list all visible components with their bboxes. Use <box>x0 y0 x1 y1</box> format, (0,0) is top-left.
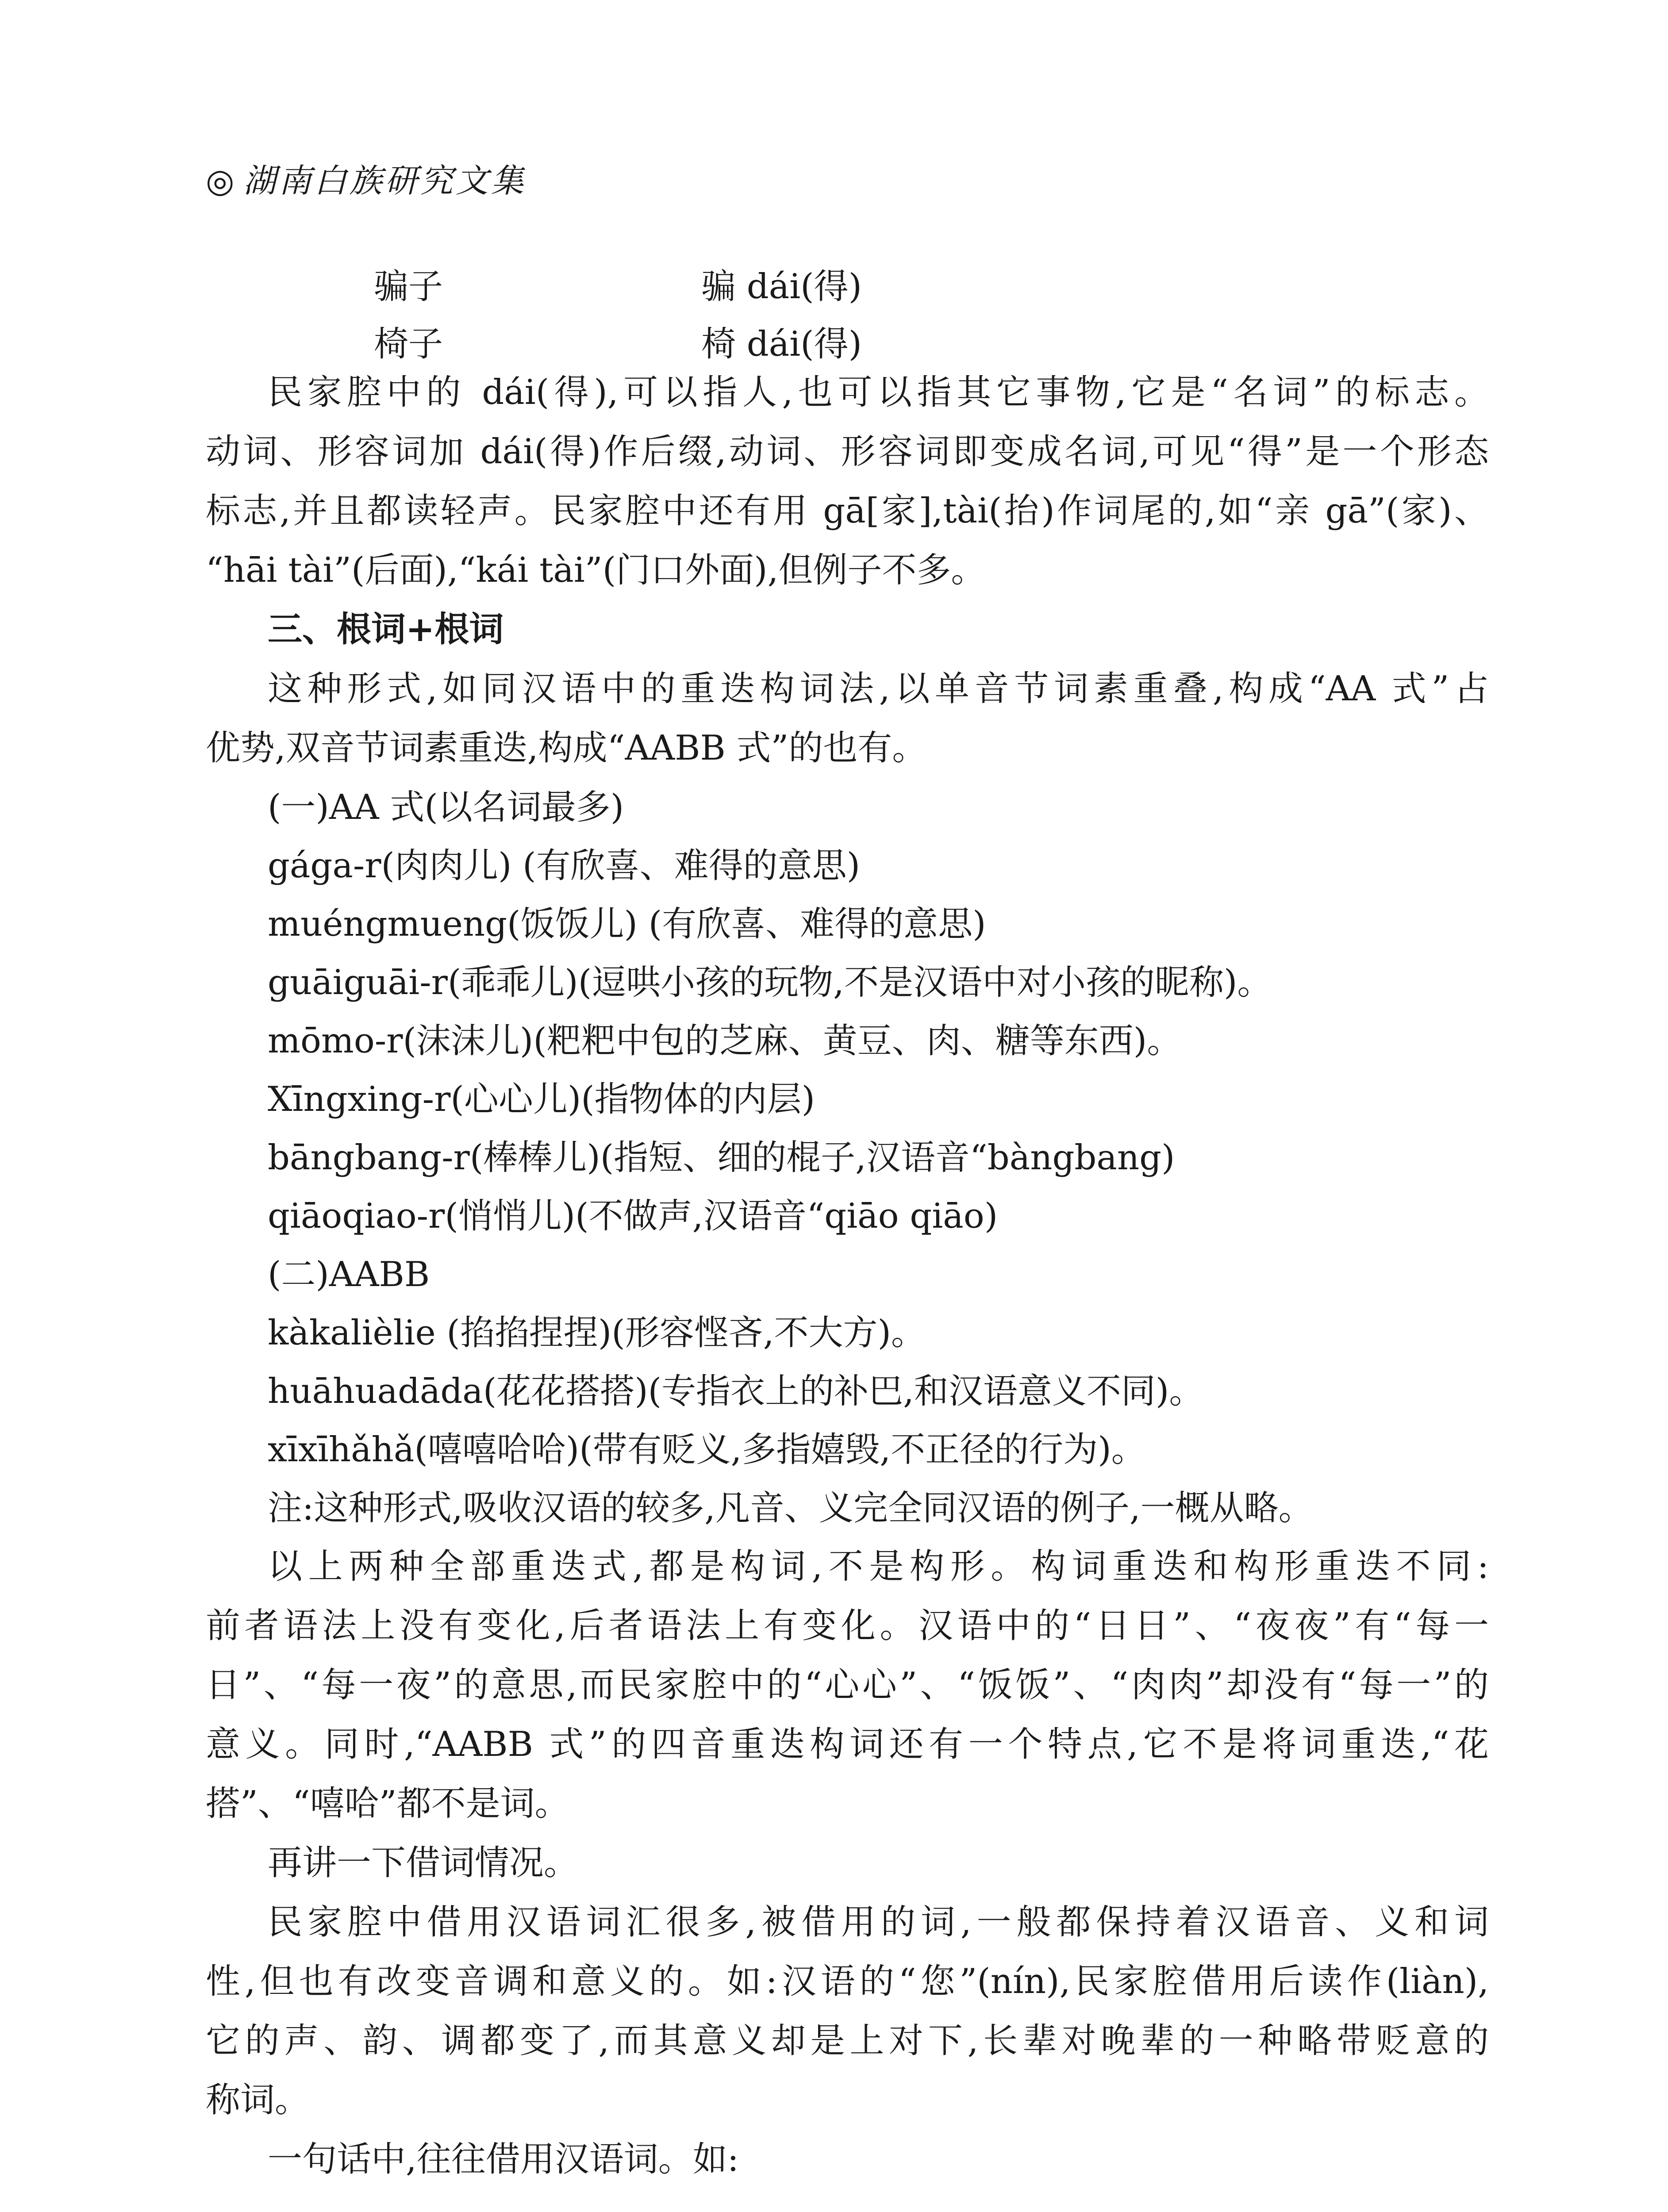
paragraph-line: 搭”、“嘻哈”都不是词。 <box>206 1784 569 1824</box>
header-title: 湖南白族研究文集 <box>243 162 527 200</box>
example-line: kàkalièlie (掐掐捏捏)(形容悭吝,不大方)。 <box>268 1313 926 1353</box>
note-line: 注:这种形式,吸收汉语的较多,凡音、义完全同汉语的例子,一概从略。 <box>268 1488 1313 1528</box>
example-line: muéngmueng(饭饭儿) (有欣喜、难得的意思) <box>268 904 986 944</box>
paragraph-line: 日”、“每一夜”的意思,而民家腔中的“心心”、“饭饭”、“肉肉”却没有“每一”的 <box>206 1665 1489 1705</box>
paragraph-line: 再讲一下借词情况。 <box>268 1843 579 1883</box>
paragraph-line: 这种形式,如同汉语中的重迭构词法,以单音节词素重叠,构成“AA 式”占 <box>268 669 1489 709</box>
paragraph-line: 优势,双音节词素重迭,构成“AABB 式”的也有。 <box>206 728 927 768</box>
section-heading: 三、根词+根词 <box>268 609 504 649</box>
example-line: xīxīhǎhǎ(嘻嘻哈哈)(带有贬义,多指嬉毁,不正径的行为)。 <box>268 1430 1146 1470</box>
paragraph-line: 动词、形容词加 dái(得)作后缀,动词、形容词即变成名词,可见“得”是一个形态 <box>206 432 1489 472</box>
paragraph-line: 民家腔中借用汉语词汇很多,被借用的词,一般都保持着汉语音、义和词 <box>268 1902 1489 1942</box>
example-word: 骗子 <box>374 267 443 307</box>
paragraph-line: 以上两种全部重迭式,都是构词,不是构形。构词重迭和构形重迭不同: <box>268 1547 1489 1586</box>
example-line: guāiguāi-r(乖乖儿)(逗哄小孩的玩物,不是汉语中对小孩的昵称)。 <box>268 963 1272 1002</box>
example-line: qiāoqiao-r(悄悄儿)(不做声,汉语音“qiāo qiāo) <box>268 1196 998 1236</box>
paragraph-line: 一句话中,往往借用汉语词。如: <box>268 2139 739 2179</box>
subsection-heading: (二)AABB <box>268 1255 430 1294</box>
paragraph-line: 民家腔中的 dái(得),可以指人,也可以指其它事物,它是“名词”的标志。 <box>268 373 1489 412</box>
example-form: 骗 dái(得) <box>701 267 862 307</box>
example-line: bāngbang-r(棒棒儿)(指短、细的棍子,汉语音“bàngbang) <box>268 1138 1175 1178</box>
subsection-heading: (一)AA 式(以名词最多) <box>268 787 624 827</box>
example-line: mōmo-r(沫沫儿)(粑粑中包的芝麻、黄豆、肉、糖等东西)。 <box>268 1021 1182 1061</box>
example-form: 椅 dái(得) <box>701 324 862 364</box>
paragraph-line: “hāi tài”(后面),“kái tài”(门口外面),但例子不多。 <box>206 550 986 590</box>
example-line: huāhuadāda(花花搭搭)(专指衣上的补巴,和汉语意义不同)。 <box>268 1371 1204 1411</box>
paragraph-line: 标志,并且都读轻声。民家腔中还有用 gā[家],tài(抬)作词尾的,如“亲 gā”(家)、 <box>206 491 1489 531</box>
running-header <box>206 155 527 202</box>
paragraph-line: 意义。同时,“AABB 式”的四音重迭构词还有一个特点,它不是将词重迭,“花 <box>206 1724 1489 1764</box>
paragraph-line: 性,但也有改变音调和意义的。如:汉语的“您”(nín),民家腔借用后读作(liàn), <box>206 1962 1489 2001</box>
example-line: gága-r(肉肉儿) (有欣喜、难得的意思) <box>268 846 861 886</box>
circle-mark-icon: ◎ <box>206 162 237 200</box>
example-line: Xīngxing-r(心心儿)(指物体的内层) <box>268 1079 815 1119</box>
paragraph-line: 称词。 <box>206 2080 310 2120</box>
example-word: 椅子 <box>374 324 443 364</box>
paragraph-line: 它的声、韵、调都变了,而其意义却是上对下,长辈对晚辈的一种略带贬意的 <box>206 2021 1489 2061</box>
paragraph-line: 前者语法上没有变化,后者语法上有变化。汉语中的“日日”、“夜夜”有“每一 <box>206 1606 1489 1646</box>
